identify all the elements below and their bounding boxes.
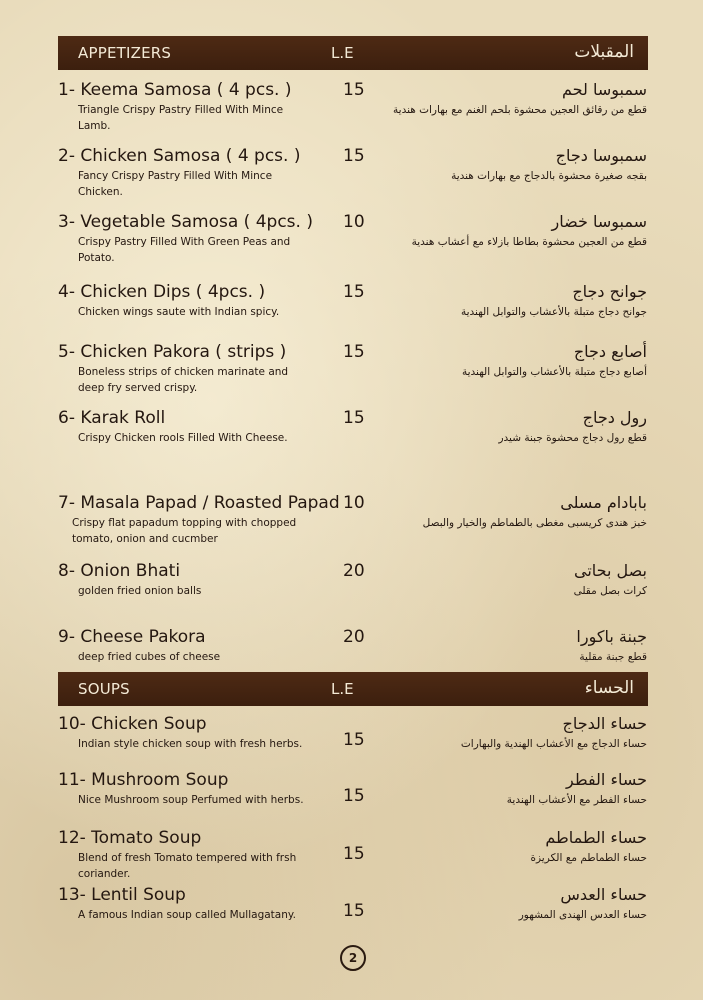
item-name: 11- Mushroom Soup (58, 770, 229, 790)
item-description: Triangle Crispy Pastry Filled With Mince Lamb. (78, 104, 284, 132)
item-name-arabic: بصل بحاتى (574, 561, 647, 580)
item-description-arabic: قطع من رقائق العجين محشوة بلحم الغنم مع بهارات هندية (393, 104, 647, 116)
item-description-arabic: جوانح دجاج متبلة بالأعشاب والتوابل الهندية (460, 306, 647, 318)
item-name-arabic: جبنة باكورا (576, 627, 647, 646)
item-name-arabic: بابادام مسلى (560, 493, 647, 512)
page-number: 2 (340, 945, 366, 971)
item-name: 4- Chicken Dips ( 4pcs. ) (58, 282, 266, 302)
item-price: 10 (343, 493, 365, 513)
item-description: deep fried cubes of cheese (78, 651, 221, 663)
appetizers-title-arabic: المقبلات (574, 42, 634, 62)
item-description: A famous Indian soup called Mullagatany. (78, 909, 296, 921)
item-description: Crispy flat papadum topping with chopped tomato, onion and cucmber (72, 517, 297, 545)
item-name-arabic: حساء الطماطم (545, 828, 647, 847)
item-price: 20 (343, 561, 365, 581)
item-description-arabic: حساء العدس الهندى المشهور (518, 909, 647, 921)
item-description: Crispy Chicken rools Filled With Cheese. (78, 432, 288, 444)
appetizers-currency: L.E (331, 44, 354, 62)
item-price: 15 (343, 786, 365, 806)
item-price: 15 (343, 146, 365, 166)
item-description: Nice Mushroom soup Perfumed with herbs. (78, 794, 304, 806)
item-price: 15 (343, 901, 365, 921)
item-name: 1- Keema Samosa ( 4 pcs. ) (58, 80, 292, 100)
item-name: 2- Chicken Samosa ( 4 pcs. ) (58, 146, 301, 166)
soups-title-arabic: الحساء (584, 678, 634, 698)
item-price: 20 (343, 627, 365, 647)
item-name: 3- Vegetable Samosa ( 4pcs. ) (58, 212, 313, 232)
appetizers-header-bar (58, 36, 648, 70)
item-name-arabic: أصابع دجاج (573, 342, 647, 361)
item-description-arabic: قطع من العجين محشوة بطاطا بازلاء مع أعشاب هندية (411, 236, 647, 248)
item-name: 6- Karak Roll (58, 408, 166, 428)
item-description: Crispy Pastry Filled With Green Peas and Potato. (78, 236, 291, 264)
item-description: Chicken wings saute with Indian spicy. (78, 306, 280, 318)
item-description-arabic: أصابع دجاج متبلة بالأعشاب والتوابل الهندية (461, 366, 647, 378)
item-price: 15 (343, 730, 365, 750)
item-name-arabic: جوانح دجاج (572, 282, 647, 301)
soups-title: SOUPS (78, 680, 130, 698)
item-description: Indian style chicken soup with fresh herbs. (78, 738, 303, 750)
item-description-arabic: قطع رول دجاج محشوة جبنة شيدر (498, 432, 647, 444)
soups-header-bar (58, 672, 648, 706)
item-price: 15 (343, 80, 365, 100)
item-price: 15 (343, 844, 365, 864)
item-price: 15 (343, 282, 365, 302)
item-name: 10- Chicken Soup (58, 714, 207, 734)
item-name: 5- Chicken Pakora ( strips ) (58, 342, 287, 362)
item-description-arabic: قطع جبنة مقلية (579, 651, 647, 663)
item-description: Boneless strips of chicken marinate and deep fry served crispy. (78, 366, 289, 394)
item-description: Fancy Crispy Pastry Filled With Mince Chicken. (78, 170, 273, 198)
item-description-arabic: خبز هندى كريسبى مغطى بالطماطم والخيار والبصل (422, 517, 647, 529)
item-name-arabic: سمبوسا خضار (551, 212, 647, 231)
item-name-arabic: سمبوسا دجاج (555, 146, 647, 165)
item-description-arabic: حساء الطماطم مع الكريزة (530, 852, 647, 864)
item-price: 10 (343, 212, 365, 232)
item-name: 13- Lentil Soup (58, 885, 186, 905)
item-description-arabic: حساء الفطر مع الأعشاب الهندية (506, 794, 647, 806)
item-name: 7- Masala Papad / Roasted Papad (58, 493, 340, 513)
item-name-arabic: حساء الفطر (565, 770, 647, 789)
item-description-arabic: بقجه صغيرة محشوة بالدجاج مع بهارات هندية (451, 170, 647, 182)
appetizers-title: APPETIZERS (78, 44, 172, 62)
item-price: 15 (343, 408, 365, 428)
item-name: 8- Onion Bhati (58, 561, 181, 581)
item-name-arabic: رول دجاج (582, 408, 647, 427)
item-name: 12- Tomato Soup (58, 828, 202, 848)
item-price: 15 (343, 342, 365, 362)
soups-currency: L.E (331, 680, 354, 698)
item-name: 9- Cheese Pakora (58, 627, 206, 647)
item-name-arabic: حساء الدجاج (562, 714, 647, 733)
item-description: golden fried onion balls (78, 585, 202, 597)
item-description-arabic: حساء الدجاج مع الأعشاب الهندية والبهارات (460, 738, 647, 750)
item-name-arabic: سمبوسا لحم (562, 80, 647, 99)
item-description-arabic: كرات بصل مقلى (573, 585, 647, 597)
item-name-arabic: حساء العدس (560, 885, 647, 904)
item-description: Blend of fresh Tomato tempered with frsh coriander. (78, 852, 297, 880)
